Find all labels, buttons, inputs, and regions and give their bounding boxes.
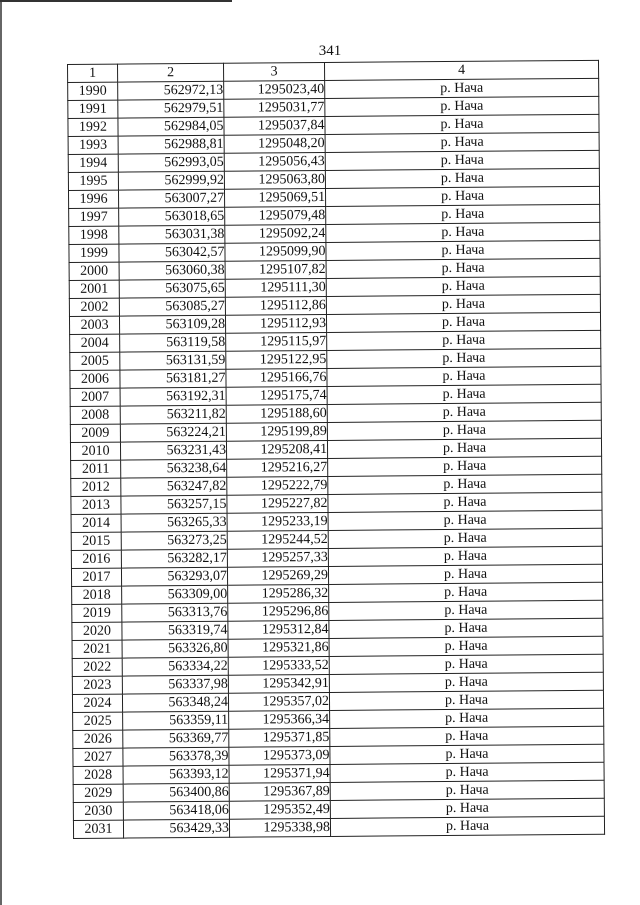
x-coordinate-cell: 563211,82 <box>120 405 226 424</box>
x-coordinate-cell: 563192,31 <box>120 387 226 406</box>
description-cell: р. Нача <box>328 456 602 476</box>
point-number-cell: 2005 <box>70 352 120 370</box>
column-header-3: 3 <box>223 62 324 81</box>
description-cell: р. Нача <box>329 582 603 602</box>
x-coordinate-cell: 562979,51 <box>118 99 224 118</box>
point-number-cell: 2022 <box>72 658 122 676</box>
x-coordinate-cell: 563131,59 <box>120 351 226 370</box>
description-cell: р. Нача <box>328 546 602 566</box>
description-cell: р. Нача <box>327 438 601 458</box>
point-number-cell: 2007 <box>70 388 120 406</box>
column-header-2: 2 <box>118 63 224 82</box>
x-coordinate-cell: 562984,05 <box>118 117 224 136</box>
y-coordinate-cell: 1295257,33 <box>227 548 328 567</box>
y-coordinate-cell: 1295023,40 <box>224 80 325 99</box>
description-cell: р. Нача <box>326 222 600 242</box>
y-coordinate-cell: 1295357,02 <box>228 692 329 711</box>
point-number-cell: 2010 <box>70 442 120 460</box>
description-cell: р. Нача <box>329 600 603 620</box>
x-coordinate-cell: 563085,27 <box>119 297 225 316</box>
x-coordinate-cell: 562972,13 <box>118 81 224 100</box>
x-coordinate-cell: 563400,86 <box>123 783 229 802</box>
y-coordinate-cell: 1295069,51 <box>224 188 325 207</box>
point-number-cell: 2015 <box>71 532 121 550</box>
y-coordinate-cell: 1295312,84 <box>228 620 329 639</box>
point-number-cell: 2020 <box>72 622 122 640</box>
description-cell: р. Нача <box>326 204 600 224</box>
description-cell: р. Нача <box>327 348 601 368</box>
point-number-cell: 2029 <box>73 784 123 802</box>
x-coordinate-cell: 563313,76 <box>122 603 228 622</box>
description-cell: р. Нача <box>330 726 604 746</box>
y-coordinate-cell: 1295321,86 <box>228 638 329 657</box>
x-coordinate-cell: 563042,57 <box>119 243 225 262</box>
x-coordinate-cell: 563319,74 <box>122 621 228 640</box>
description-cell: р. Нача <box>327 384 601 404</box>
point-number-cell: 2026 <box>73 730 123 748</box>
scan-edge-top <box>0 0 232 2</box>
description-cell: р. Нача <box>328 510 602 530</box>
description-cell: р. Нача <box>328 474 602 494</box>
x-coordinate-cell: 563257,15 <box>121 495 227 514</box>
y-coordinate-cell: 1295342,91 <box>228 674 329 693</box>
description-cell: р. Нача <box>325 96 599 116</box>
x-coordinate-cell: 563418,06 <box>123 801 229 820</box>
x-coordinate-cell: 563231,43 <box>120 441 226 460</box>
description-cell: р. Нача <box>329 690 603 710</box>
point-number-cell: 2003 <box>69 316 119 334</box>
coordinates-table <box>67 60 605 839</box>
point-number-cell: 2001 <box>69 280 119 298</box>
y-coordinate-cell: 1295199,89 <box>226 422 327 441</box>
description-cell: р. Нача <box>328 528 602 548</box>
x-coordinate-cell: 562988,81 <box>118 135 224 154</box>
column-header-1: 1 <box>68 64 118 82</box>
description-cell: р. Нача <box>329 654 603 674</box>
x-coordinate-cell: 563109,28 <box>119 315 225 334</box>
table-body <box>68 78 605 838</box>
description-cell: р. Нача <box>330 708 604 728</box>
y-coordinate-cell: 1295244,52 <box>227 530 328 549</box>
x-coordinate-cell: 563359,11 <box>123 711 229 730</box>
y-coordinate-cell: 1295056,43 <box>224 152 325 171</box>
point-number-cell: 2011 <box>71 460 121 478</box>
point-number-cell: 1996 <box>68 190 118 208</box>
description-cell: р. Нача <box>330 762 604 782</box>
x-coordinate-cell: 562999,92 <box>118 171 224 190</box>
x-coordinate-cell: 563031,38 <box>119 225 225 244</box>
x-coordinate-cell: 563247,82 <box>121 477 227 496</box>
y-coordinate-cell: 1295371,85 <box>229 728 330 747</box>
x-coordinate-cell: 563238,64 <box>121 459 227 478</box>
point-number-cell: 2017 <box>71 568 121 586</box>
y-coordinate-cell: 1295338,98 <box>229 818 330 837</box>
point-number-cell: 2014 <box>71 514 121 532</box>
y-coordinate-cell: 1295112,93 <box>225 314 326 333</box>
x-coordinate-cell: 563378,39 <box>123 747 229 766</box>
point-number-cell: 1995 <box>68 172 118 190</box>
description-cell: р. Нача <box>326 294 600 314</box>
y-coordinate-cell: 1295188,60 <box>226 404 327 423</box>
point-number-cell: 2002 <box>69 298 119 316</box>
description-cell: р. Нача <box>327 402 601 422</box>
y-coordinate-cell: 1295366,34 <box>229 710 330 729</box>
x-coordinate-cell: 563007,27 <box>118 189 224 208</box>
x-coordinate-cell: 563293,07 <box>121 567 227 586</box>
description-cell: р. Нача <box>325 186 599 206</box>
y-coordinate-cell: 1295107,82 <box>225 260 326 279</box>
description-cell: р. Нача <box>330 744 604 764</box>
y-coordinate-cell: 1295122,95 <box>226 350 327 369</box>
point-number-cell: 1997 <box>69 208 119 226</box>
point-number-cell: 1991 <box>68 100 118 118</box>
point-number-cell: 2028 <box>73 766 123 784</box>
x-coordinate-cell: 563018,65 <box>119 207 225 226</box>
description-cell: р. Нача <box>326 276 600 296</box>
y-coordinate-cell: 1295352,49 <box>229 800 330 819</box>
x-coordinate-cell: 563273,25 <box>121 531 227 550</box>
y-coordinate-cell: 1295222,79 <box>227 476 328 495</box>
point-number-cell: 2016 <box>71 550 121 568</box>
description-cell: р. Нача <box>325 150 599 170</box>
y-coordinate-cell: 1295269,29 <box>227 566 328 585</box>
x-coordinate-cell: 563309,00 <box>122 585 228 604</box>
x-coordinate-cell: 563282,17 <box>121 549 227 568</box>
description-cell: р. Нача <box>325 114 599 134</box>
point-number-cell: 2006 <box>70 370 120 388</box>
y-coordinate-cell: 1295111,30 <box>225 278 326 297</box>
y-coordinate-cell: 1295092,24 <box>225 224 326 243</box>
point-number-cell: 2018 <box>72 586 122 604</box>
x-coordinate-cell: 563224,21 <box>120 423 226 442</box>
column-header-4: 4 <box>324 60 598 80</box>
point-number-cell: 2019 <box>72 604 122 622</box>
table-row <box>73 816 604 838</box>
description-cell: р. Нача <box>325 78 599 98</box>
point-number-cell: 1998 <box>69 226 119 244</box>
description-cell: р. Нача <box>329 636 603 656</box>
x-coordinate-cell: 563326,80 <box>122 639 228 658</box>
x-coordinate-cell: 563075,65 <box>119 279 225 298</box>
description-cell: р. Нача <box>328 564 602 584</box>
x-coordinate-cell: 563369,77 <box>123 729 229 748</box>
y-coordinate-cell: 1295227,82 <box>227 494 328 513</box>
description-cell: р. Нача <box>326 240 600 260</box>
y-coordinate-cell: 1295037,84 <box>224 116 325 135</box>
description-cell: р. Нача <box>327 330 601 350</box>
x-coordinate-cell: 563334,22 <box>122 657 228 676</box>
point-number-cell: 2009 <box>70 424 120 442</box>
point-number-cell: 2027 <box>73 748 123 766</box>
y-coordinate-cell: 1295115,97 <box>226 332 327 351</box>
y-coordinate-cell: 1295175,74 <box>226 386 327 405</box>
point-number-cell: 2008 <box>70 406 120 424</box>
description-cell: р. Нача <box>330 780 604 800</box>
description-cell: р. Нача <box>330 816 604 836</box>
y-coordinate-cell: 1295063,80 <box>224 170 325 189</box>
point-number-cell: 2000 <box>69 262 119 280</box>
point-number-cell: 2024 <box>72 694 122 712</box>
y-coordinate-cell: 1295048,20 <box>224 134 325 153</box>
point-number-cell: 1994 <box>68 154 118 172</box>
y-coordinate-cell: 1295216,27 <box>227 458 328 477</box>
x-coordinate-cell: 563337,98 <box>122 675 228 694</box>
y-coordinate-cell: 1295112,86 <box>225 296 326 315</box>
point-number-cell: 2025 <box>73 712 123 730</box>
x-coordinate-cell: 562993,05 <box>118 153 224 172</box>
y-coordinate-cell: 1295286,32 <box>228 584 329 603</box>
point-number-cell: 2012 <box>71 478 121 496</box>
point-number-cell: 2030 <box>73 802 123 820</box>
point-number-cell: 2004 <box>70 334 120 352</box>
description-cell: р. Нача <box>326 258 600 278</box>
point-number-cell: 1993 <box>68 136 118 154</box>
description-cell: р. Нача <box>325 132 599 152</box>
x-coordinate-cell: 563119,58 <box>120 333 226 352</box>
x-coordinate-cell: 563429,33 <box>123 819 229 838</box>
description-cell: р. Нача <box>330 798 604 818</box>
point-number-cell: 2031 <box>73 820 123 838</box>
x-coordinate-cell: 563393,12 <box>123 765 229 784</box>
description-cell: р. Нача <box>325 168 599 188</box>
y-coordinate-cell: 1295367,89 <box>229 782 330 801</box>
point-number-cell: 2023 <box>72 676 122 694</box>
description-cell: р. Нача <box>329 672 603 692</box>
y-coordinate-cell: 1295233,19 <box>227 512 328 531</box>
page-number: 341 <box>318 43 342 59</box>
description-cell: р. Нача <box>329 618 603 638</box>
point-number-cell: 1992 <box>68 118 118 136</box>
x-coordinate-cell: 563348,24 <box>122 693 228 712</box>
y-coordinate-cell: 1295099,90 <box>225 242 326 261</box>
y-coordinate-cell: 1295371,94 <box>229 764 330 783</box>
y-coordinate-cell: 1295031,77 <box>224 98 325 117</box>
x-coordinate-cell: 563060,38 <box>119 261 225 280</box>
y-coordinate-cell: 1295208,41 <box>226 440 327 459</box>
description-cell: р. Нача <box>327 366 601 386</box>
point-number-cell: 1999 <box>69 244 119 262</box>
y-coordinate-cell: 1295296,86 <box>228 602 329 621</box>
y-coordinate-cell: 1295373,09 <box>229 746 330 765</box>
point-number-cell: 1990 <box>68 82 118 100</box>
y-coordinate-cell: 1295333,52 <box>228 656 329 675</box>
y-coordinate-cell: 1295079,48 <box>225 206 326 225</box>
x-coordinate-cell: 563265,33 <box>121 513 227 532</box>
description-cell: р. Нача <box>326 312 600 332</box>
point-number-cell: 2013 <box>71 496 121 514</box>
y-coordinate-cell: 1295166,76 <box>226 368 327 387</box>
scan-edge-left <box>0 0 2 905</box>
x-coordinate-cell: 563181,27 <box>120 369 226 388</box>
point-number-cell: 2021 <box>72 640 122 658</box>
description-cell: р. Нача <box>328 492 602 512</box>
description-cell: р. Нача <box>327 420 601 440</box>
